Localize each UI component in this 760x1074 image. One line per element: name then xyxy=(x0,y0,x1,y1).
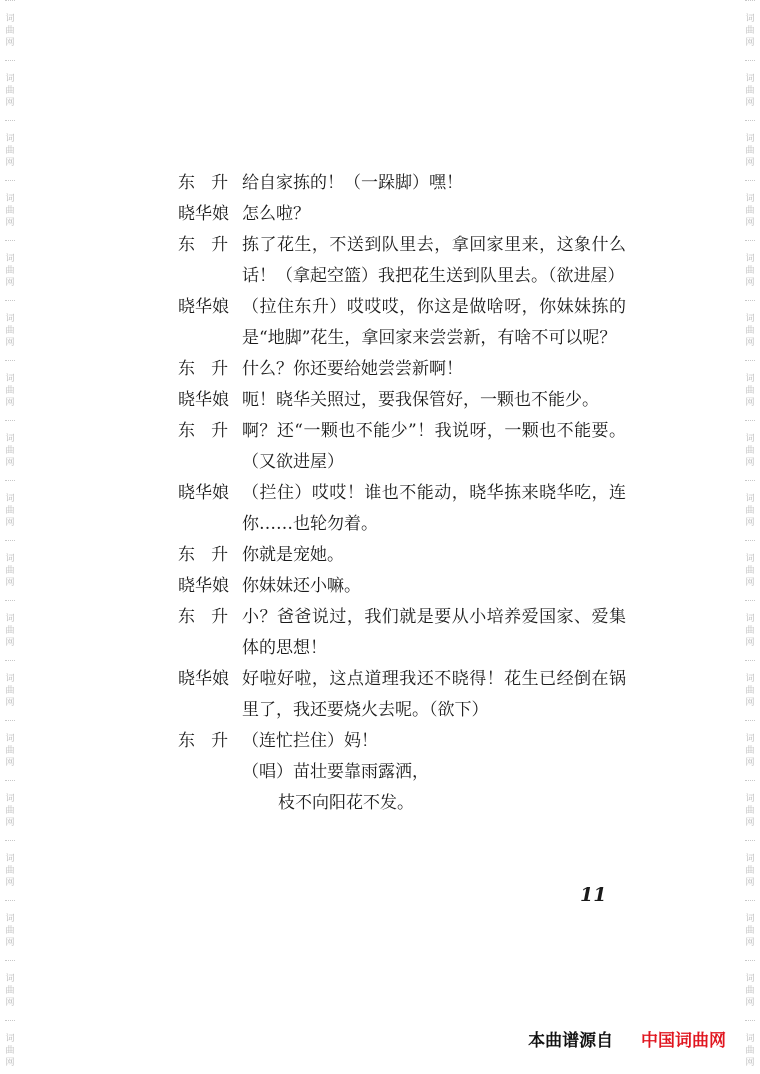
watermark-char: 网 xyxy=(745,37,755,48)
watermark-block xyxy=(745,540,754,600)
watermark-block xyxy=(5,480,14,540)
dialogue-line xyxy=(178,416,626,478)
watermark-char: 网 xyxy=(5,877,15,888)
watermark-char: 词 xyxy=(745,613,755,624)
watermark-block xyxy=(745,780,754,840)
watermark-char: 曲 xyxy=(5,625,15,636)
watermark-block xyxy=(745,60,754,120)
watermark-char: 曲 xyxy=(5,325,15,336)
watermark-char: 曲 xyxy=(745,265,755,276)
watermark-block xyxy=(745,840,754,900)
watermark-char: 网 xyxy=(5,97,15,108)
watermark-block xyxy=(5,180,14,240)
watermark-char: 词 xyxy=(745,973,755,984)
watermark-char: 词 xyxy=(5,793,15,804)
watermark-char: 网 xyxy=(5,637,15,648)
watermark-block xyxy=(745,960,754,1020)
watermark-block xyxy=(5,720,14,780)
watermark-block xyxy=(745,420,754,480)
watermark-char: 词 xyxy=(5,733,15,744)
speaker-name: 东升 xyxy=(178,421,245,441)
speaker-name: 东升 xyxy=(178,731,245,751)
watermark-block xyxy=(745,720,754,780)
watermark-char: 网 xyxy=(745,697,755,708)
watermark-block xyxy=(5,60,14,120)
watermark-char: 网 xyxy=(745,97,755,108)
watermark-char: 词 xyxy=(5,373,15,384)
watermark-block xyxy=(745,0,754,60)
watermark-char: 曲 xyxy=(745,445,755,456)
watermark-block xyxy=(5,840,14,900)
watermark-char: 词 xyxy=(5,1033,15,1044)
watermark-char: 曲 xyxy=(745,865,755,876)
dialogue-line xyxy=(178,540,626,571)
watermark-char: 曲 xyxy=(5,865,15,876)
song-line-2: 枝不向阳花不发。 xyxy=(278,793,414,813)
watermark-char: 网 xyxy=(5,577,15,588)
speaker-name: 东升 xyxy=(178,359,245,379)
watermark-char: 网 xyxy=(745,1057,755,1068)
dialogue-line xyxy=(178,664,626,726)
watermark-char: 词 xyxy=(5,133,15,144)
watermark-char: 曲 xyxy=(745,325,755,336)
watermark-char: 曲 xyxy=(5,385,15,396)
watermark-char: 曲 xyxy=(5,805,15,816)
watermark-char: 曲 xyxy=(5,25,15,36)
speech-text: 什么？你还要给她尝尝新啊！ xyxy=(242,359,463,379)
watermark-char: 网 xyxy=(5,277,15,288)
watermark-char: 曲 xyxy=(5,145,15,156)
watermark-column-right xyxy=(742,0,758,1074)
watermark-char: 词 xyxy=(5,313,15,324)
watermark-char: 词 xyxy=(745,553,755,564)
watermark-char: 网 xyxy=(745,637,755,648)
dialogue-line xyxy=(178,478,626,540)
watermark-char: 词 xyxy=(5,193,15,204)
watermark-char: 词 xyxy=(745,853,755,864)
watermark-char: 词 xyxy=(745,13,755,24)
speaker-name: 晓华娘 xyxy=(178,483,229,503)
dialogue-line xyxy=(178,168,626,199)
watermark-char: 网 xyxy=(745,757,755,768)
watermark-char: 曲 xyxy=(745,625,755,636)
watermark-char: 词 xyxy=(5,493,15,504)
watermark-char: 曲 xyxy=(5,925,15,936)
speech-text: （拉住东升）哎哎哎，你这是做啥呀，你妹妹拣的是“地脚”花生，拿回家来尝尝新，有啥不可以呢？ xyxy=(242,297,626,348)
song-line-1: （唱）苗壮要靠雨露洒， xyxy=(242,762,429,782)
watermark-block xyxy=(5,0,14,60)
watermark-char: 网 xyxy=(745,277,755,288)
watermark-char: 网 xyxy=(745,937,755,948)
watermark-char: 词 xyxy=(745,793,755,804)
watermark-char: 曲 xyxy=(5,985,15,996)
watermark-block xyxy=(5,900,14,960)
watermark-char: 曲 xyxy=(745,1045,755,1056)
watermark-char: 网 xyxy=(5,697,15,708)
dialogue-line xyxy=(178,230,626,292)
watermark-char: 网 xyxy=(745,337,755,348)
watermark-column-left xyxy=(2,0,18,1074)
watermark-char: 网 xyxy=(5,757,15,768)
watermark-char: 曲 xyxy=(745,25,755,36)
watermark-char: 网 xyxy=(5,457,15,468)
watermark-char: 词 xyxy=(5,673,15,684)
watermark-char: 词 xyxy=(745,733,755,744)
watermark-block xyxy=(5,1020,14,1074)
watermark-char: 词 xyxy=(745,253,755,264)
speaker-name: 东升 xyxy=(178,235,245,255)
watermark-char: 网 xyxy=(5,337,15,348)
watermark-block xyxy=(745,180,754,240)
watermark-char: 词 xyxy=(5,13,15,24)
watermark-block xyxy=(5,540,14,600)
watermark-block xyxy=(5,420,14,480)
speech-text: 给自家拣的！（一跺脚）嘿！ xyxy=(242,173,463,193)
watermark-char: 网 xyxy=(5,157,15,168)
dialogue-line xyxy=(178,571,626,602)
watermark-char: 网 xyxy=(745,517,755,528)
watermark-char: 网 xyxy=(5,517,15,528)
watermark-char: 曲 xyxy=(745,85,755,96)
watermark-char: 词 xyxy=(5,853,15,864)
script-dialogue xyxy=(178,168,626,819)
watermark-char: 曲 xyxy=(5,85,15,96)
watermark-char: 词 xyxy=(5,433,15,444)
dialogue-line xyxy=(178,726,626,757)
watermark-char: 曲 xyxy=(5,445,15,456)
site-link[interactable]: 中国词曲网 xyxy=(641,1031,726,1051)
speaker-name: 东升 xyxy=(178,173,245,193)
watermark-char: 词 xyxy=(745,1033,755,1044)
watermark-char: 词 xyxy=(745,913,755,924)
speaker-name: 东升 xyxy=(178,545,245,565)
watermark-char: 网 xyxy=(745,577,755,588)
dialogue-line xyxy=(178,354,626,385)
watermark-block xyxy=(745,360,754,420)
speech-text: 啊？还“一颗也不能少”！我说呀，一颗也不能要。（又欲进屋） xyxy=(242,421,626,472)
watermark-block xyxy=(745,240,754,300)
watermark-block xyxy=(745,300,754,360)
watermark-char: 词 xyxy=(5,973,15,984)
speech-text: （拦住）哎哎！谁也不能动，晓华拣来晓华吃，连你……也轮勿着。 xyxy=(242,483,626,534)
watermark-char: 曲 xyxy=(5,205,15,216)
speech-text: 怎么啦？ xyxy=(242,204,310,224)
dialogue-line xyxy=(178,199,626,230)
watermark-block xyxy=(5,780,14,840)
watermark-char: 曲 xyxy=(5,685,15,696)
page-number: 11 xyxy=(580,884,607,906)
watermark-char: 曲 xyxy=(745,745,755,756)
watermark-char: 词 xyxy=(5,913,15,924)
watermark-char: 词 xyxy=(745,73,755,84)
watermark-char: 曲 xyxy=(5,565,15,576)
watermark-block xyxy=(5,360,14,420)
watermark-char: 曲 xyxy=(745,805,755,816)
watermark-block xyxy=(5,960,14,1020)
watermark-char: 词 xyxy=(5,553,15,564)
watermark-block xyxy=(745,120,754,180)
dialogue-line xyxy=(178,385,626,416)
watermark-block xyxy=(745,480,754,540)
watermark-char: 曲 xyxy=(745,565,755,576)
speaker-name: 晓华娘 xyxy=(178,297,229,317)
speech-text: 呃！晓华关照过，要我保管好，一颗也不能少。 xyxy=(242,390,599,410)
watermark-block xyxy=(5,240,14,300)
watermark-char: 网 xyxy=(745,817,755,828)
watermark-char: 网 xyxy=(5,217,15,228)
watermark-char: 网 xyxy=(745,217,755,228)
watermark-char: 曲 xyxy=(745,145,755,156)
watermark-char: 曲 xyxy=(5,265,15,276)
watermark-block xyxy=(5,300,14,360)
source-footer xyxy=(528,1026,726,1051)
speech-text: 你妹妹还小嘛。 xyxy=(242,576,361,596)
watermark-char: 曲 xyxy=(5,745,15,756)
speech-text: 拣了花生，不送到队里去，拿回家里来，这象什么话！（拿起空篮）我把花生送到队里去。（欲进屋） xyxy=(242,235,626,286)
watermark-char: 网 xyxy=(5,37,15,48)
speech-text: 你就是宠她。 xyxy=(242,545,344,565)
watermark-char: 网 xyxy=(745,997,755,1008)
watermark-char: 曲 xyxy=(5,505,15,516)
watermark-char: 词 xyxy=(5,253,15,264)
watermark-char: 曲 xyxy=(745,505,755,516)
watermark-char: 曲 xyxy=(745,925,755,936)
watermark-char: 词 xyxy=(745,673,755,684)
speaker-name: 晓华娘 xyxy=(178,576,229,596)
watermark-char: 网 xyxy=(5,1057,15,1068)
watermark-char: 网 xyxy=(5,997,15,1008)
watermark-block xyxy=(745,600,754,660)
watermark-block xyxy=(5,120,14,180)
source-label: 本曲谱源自 xyxy=(528,1031,614,1051)
watermark-char: 词 xyxy=(745,133,755,144)
speaker-name: 东升 xyxy=(178,607,245,627)
speaker-name: 晓华娘 xyxy=(178,669,229,689)
watermark-char: 网 xyxy=(5,817,15,828)
watermark-char: 词 xyxy=(745,433,755,444)
watermark-char: 词 xyxy=(5,613,15,624)
watermark-char: 网 xyxy=(745,457,755,468)
speech-text: 小？爸爸说过，我们就是要从小培养爱国家、爱集体的思想！ xyxy=(242,607,626,658)
watermark-char: 词 xyxy=(5,73,15,84)
watermark-char: 曲 xyxy=(745,385,755,396)
watermark-block xyxy=(745,660,754,720)
watermark-char: 网 xyxy=(5,397,15,408)
watermark-char: 网 xyxy=(745,157,755,168)
watermark-char: 词 xyxy=(745,373,755,384)
song-lyrics xyxy=(242,757,626,819)
speaker-name: 晓华娘 xyxy=(178,204,229,224)
watermark-char: 网 xyxy=(5,937,15,948)
watermark-char: 曲 xyxy=(745,205,755,216)
speaker-name: 晓华娘 xyxy=(178,390,229,410)
speech-text: （连忙拦住）妈！ xyxy=(242,731,378,751)
watermark-block xyxy=(5,600,14,660)
watermark-char: 词 xyxy=(745,193,755,204)
watermark-char: 曲 xyxy=(745,685,755,696)
speech-text: 好啦好啦，这点道理我还不晓得！花生已经倒在锅里了，我还要烧火去呢。（欲下） xyxy=(242,669,626,720)
watermark-char: 网 xyxy=(745,877,755,888)
watermark-block xyxy=(5,660,14,720)
dialogue-lines xyxy=(178,168,626,757)
dialogue-line xyxy=(178,292,626,354)
watermark-char: 曲 xyxy=(5,1045,15,1056)
watermark-block xyxy=(745,1020,754,1074)
watermark-char: 曲 xyxy=(745,985,755,996)
watermark-char: 词 xyxy=(745,313,755,324)
watermark-char: 词 xyxy=(745,493,755,504)
dialogue-line xyxy=(178,602,626,664)
watermark-char: 网 xyxy=(745,397,755,408)
watermark-block xyxy=(745,900,754,960)
